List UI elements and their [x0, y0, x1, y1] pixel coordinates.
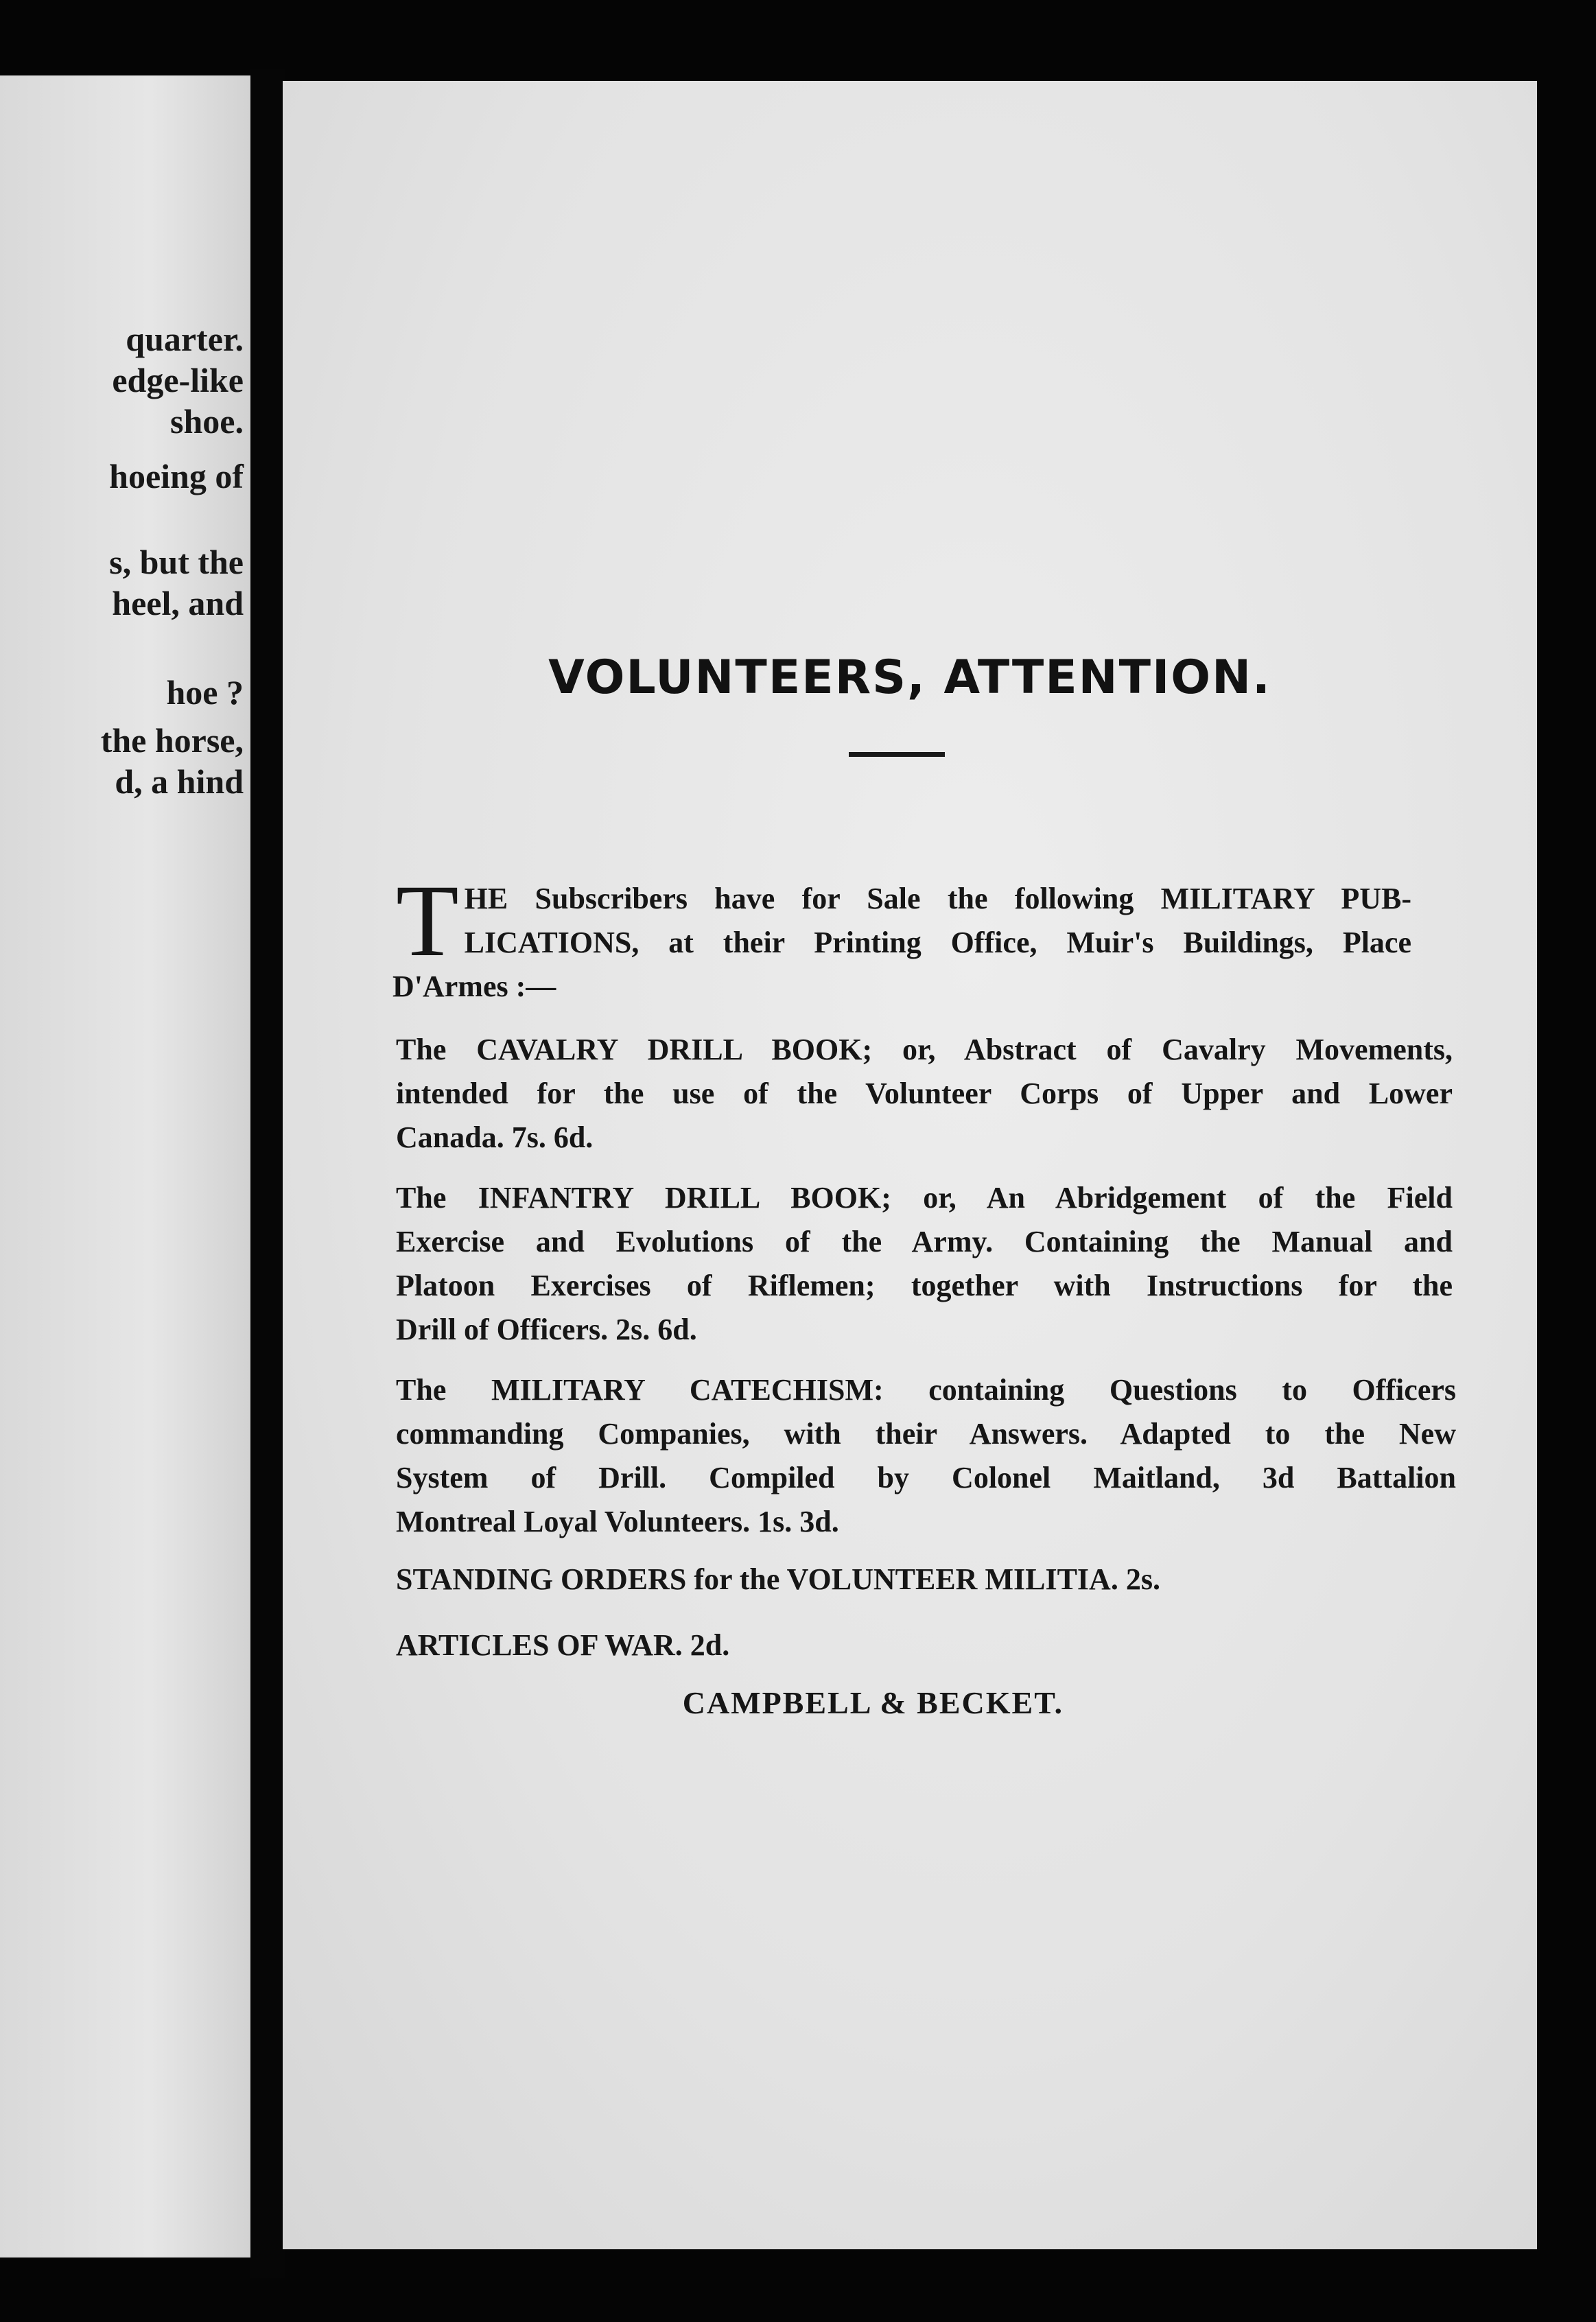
- drop-cap: T: [396, 864, 459, 978]
- entry-line: Exercise and Evolutions of the Army. Containing the Manual and: [396, 1225, 1453, 1258]
- book-gutter: [250, 69, 285, 2278]
- publication-entry-infantry: [396, 1176, 1453, 1352]
- left-page-line: s, but the: [109, 543, 244, 581]
- entry-line: The CAVALRY DRILL BOOK; or, Abstract of Cavalry Movements,: [396, 1033, 1453, 1066]
- publication-entry-cavalry: [396, 1028, 1453, 1160]
- entry-line: STANDING ORDERS for the VOLUNTEER MILITIA. 2s.: [396, 1562, 1160, 1596]
- entry-line: Drill of Officers. 2s. 6d.: [396, 1313, 697, 1346]
- left-page-line: the horse,: [100, 721, 244, 760]
- intro-line: D'Armes :—: [392, 970, 556, 1003]
- publication-entry-articles-of-war: [396, 1623, 1130, 1667]
- heading-rule: [849, 752, 945, 757]
- left-page-line: edge-like: [112, 361, 244, 399]
- entry-line: System of Drill. Compiled by Colonel Maitland, 3d Battalion: [396, 1461, 1456, 1494]
- publication-entry-catechism: [396, 1368, 1456, 1544]
- entry-line: The INFANTRY DRILL BOOK; or, An Abridgement of the Field: [396, 1181, 1453, 1215]
- left-page-line: heel, and: [112, 584, 244, 622]
- entry-line: Canada. 7s. 6d.: [396, 1121, 594, 1154]
- left-page-line: quarter.: [126, 320, 244, 358]
- entry-line: Platoon Exercises of Riflemen; together with Instructions for the: [396, 1269, 1453, 1302]
- left-page-line: shoe.: [170, 402, 244, 441]
- publication-entry-standing-orders: [396, 1558, 1418, 1602]
- entry-line: The MILITARY CATECHISM: containing Questions to Officers: [396, 1373, 1456, 1407]
- entry-line: ARTICLES OF WAR. 2d.: [396, 1628, 730, 1662]
- left-page-line: hoe ?: [166, 673, 244, 712]
- left-page-line: d, a hind: [115, 762, 244, 801]
- entry-line: commanding Companies, with their Answers. Adapted to the New: [396, 1417, 1456, 1451]
- publisher-signature: CAMPBELL & BECKET.: [682, 1685, 1064, 1720]
- left-page-line: hoeing of: [109, 457, 244, 495]
- left-page-fragment: [0, 75, 250, 2258]
- intro-line: HE Subscribers have for Sale the following MILITARY PUB-: [464, 882, 1411, 915]
- entry-line: Montreal Loyal Volunteers. 1s. 3d.: [396, 1505, 839, 1538]
- intro-line: LICATIONS, at their Printing Office, Muir's Buildings, Place: [464, 926, 1411, 959]
- notice-heading: VOLUNTEERS, ATTENTION.: [548, 650, 1271, 705]
- notice-page: [283, 81, 1537, 2249]
- entry-line: intended for the use of the Volunteer Corps of Upper and Lower: [396, 1077, 1453, 1110]
- notice-intro: [392, 864, 1411, 1009]
